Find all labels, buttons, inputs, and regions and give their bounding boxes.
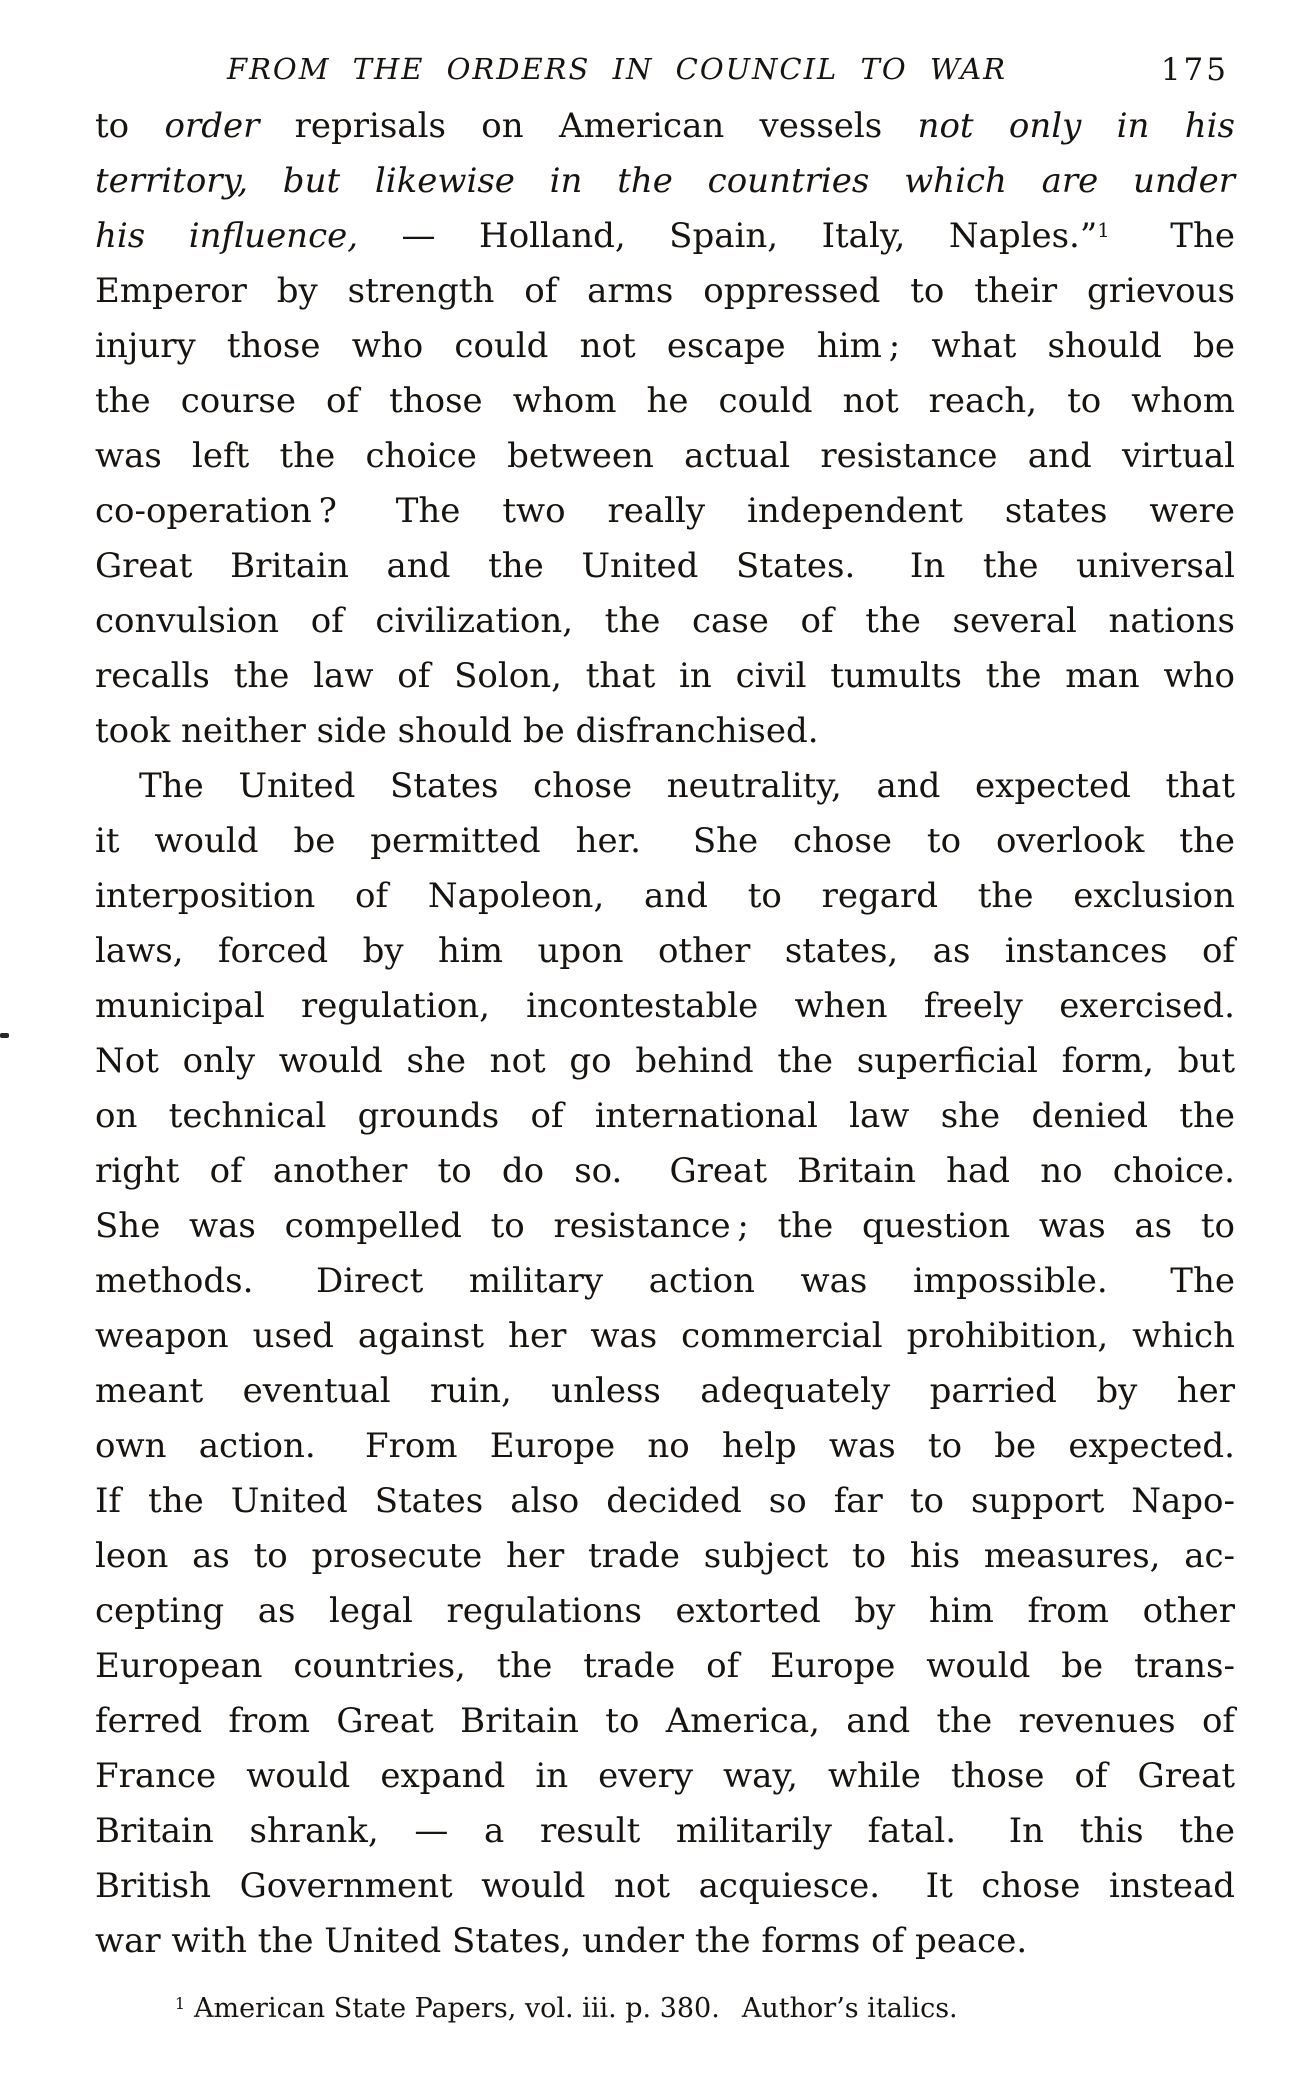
running-head xyxy=(95,52,1235,94)
text-segment: co-operation ? The two really independent states were xyxy=(95,491,1235,531)
text-segment: She was compelled to resistance ; the question was as to xyxy=(95,1206,1235,1246)
text-segment: not only in his xyxy=(917,106,1235,146)
text-segment: his influence, xyxy=(95,216,359,256)
text-line xyxy=(95,1144,1235,1199)
text-segment: it would be permitted her. She chose to overlook the xyxy=(95,821,1235,861)
footnote-text: American State Papers, vol. iii. p. 380. Author’s italics. xyxy=(193,1993,958,2024)
text-line xyxy=(95,1089,1235,1144)
text-segment: The United States chose neutrality, and expected that xyxy=(139,766,1235,806)
text-line xyxy=(95,429,1235,484)
text-line xyxy=(95,1914,1235,1969)
paragraph xyxy=(95,759,1235,1969)
running-head-title: FROM THE ORDERS IN COUNCIL TO WAR xyxy=(226,52,1008,86)
text-segment: laws, forced by him upon other states, as instances of xyxy=(95,931,1235,971)
text-segment: The xyxy=(1109,216,1235,256)
footnote-marker: 1 xyxy=(175,1994,185,2014)
text-segment: the course of those whom he could not reach, to whom xyxy=(95,381,1235,421)
text-segment: took neither side should be disfranchised. xyxy=(95,711,819,751)
text-line xyxy=(95,1859,1235,1914)
text-segment: — Holland, Spain, Italy, Naples.” xyxy=(358,216,1098,256)
text-line xyxy=(95,99,1235,154)
text-segment: Emperor by strength of arms oppressed to their grievous xyxy=(95,271,1235,311)
text-line xyxy=(95,154,1235,209)
text-segment: meant eventual ruin, unless adequately parried by her xyxy=(95,1371,1235,1411)
text-line xyxy=(95,649,1235,704)
text-line xyxy=(95,814,1235,869)
text-line xyxy=(95,1694,1235,1749)
text-segment: If the United States also decided so far to support Napo- xyxy=(95,1481,1235,1521)
text-segment: on technical grounds of international law she denied the xyxy=(95,1096,1235,1136)
text-line xyxy=(95,1639,1235,1694)
text-line xyxy=(95,1199,1235,1254)
text-line xyxy=(95,319,1235,374)
text-line xyxy=(95,1419,1235,1474)
text-line xyxy=(95,1529,1235,1584)
text-line xyxy=(95,979,1235,1034)
text-segment: Great Britain and the United States. In the universal xyxy=(95,546,1235,586)
text-line xyxy=(95,539,1235,594)
text-segment: British Government would not acquiesce. It chose instead xyxy=(95,1866,1235,1906)
text-segment: was left the choice between actual resistance and virtual xyxy=(95,436,1235,476)
text-line xyxy=(95,704,1235,759)
text-line xyxy=(95,1309,1235,1364)
text-line xyxy=(95,594,1235,649)
text-segment: France would expand in every way, while those of Great xyxy=(95,1756,1235,1796)
text-line xyxy=(95,1034,1235,1089)
text-segment: interposition of Napoleon, and to regard the exclusion xyxy=(95,876,1235,916)
text-line xyxy=(95,1749,1235,1804)
text-line xyxy=(95,484,1235,539)
text-segment: Britain shrank, — a result militarily fatal. In this the xyxy=(95,1811,1235,1851)
text-segment: leon as to prosecute her trade subject to his measures, ac- xyxy=(95,1536,1235,1576)
scan-artifact-mark xyxy=(0,1033,9,1038)
text-line xyxy=(95,1584,1235,1639)
text-segment: convulsion of civilization, the case of the several nations xyxy=(95,601,1235,641)
text-segment: cepting as legal regulations extorted by him from other xyxy=(95,1591,1235,1631)
text-segment: injury those who could not escape him ; what should be xyxy=(95,326,1235,366)
text-segment: own action. From Europe no help was to be expected. xyxy=(95,1426,1235,1466)
body-text xyxy=(95,99,1235,1969)
text-segment: to xyxy=(95,106,165,146)
text-segment: ferred from Great Britain to America, and the revenues of xyxy=(95,1701,1235,1741)
text-line xyxy=(95,1254,1235,1309)
footnote-reference: 1 xyxy=(1097,219,1110,243)
text-line xyxy=(95,869,1235,924)
paragraph xyxy=(95,99,1235,759)
text-segment: recalls the law of Solon, that in civil tumults the man who xyxy=(95,656,1235,696)
text-segment: municipal regulation, incontestable when freely exercised. xyxy=(95,986,1235,1026)
text-line xyxy=(95,759,1235,814)
text-segment: reprisals on American vessels xyxy=(259,106,918,146)
text-line xyxy=(95,924,1235,979)
text-segment: war with the United States, under the forms of peace. xyxy=(95,1921,1028,1961)
text-line xyxy=(95,1804,1235,1859)
text-segment: order xyxy=(164,106,260,146)
text-segment: methods. Direct military action was impossible. The xyxy=(95,1261,1235,1301)
text-segment: weapon used against her was commercial prohibition, which xyxy=(95,1316,1235,1356)
text-segment: Not only would she not go behind the superficial form, but xyxy=(95,1041,1235,1081)
page-number: 175 xyxy=(1160,52,1229,88)
text-line xyxy=(95,264,1235,319)
text-line xyxy=(95,1474,1235,1529)
text-segment: European countries, the trade of Europe would be trans- xyxy=(95,1646,1235,1686)
text-line xyxy=(95,374,1235,429)
text-segment: right of another to do so. Great Britain had no choice. xyxy=(95,1151,1235,1191)
text-segment: territory, but likewise in the countries which are under xyxy=(95,161,1235,201)
text-line xyxy=(95,209,1235,264)
text-line xyxy=(95,1364,1235,1419)
footnote xyxy=(175,1992,1235,2026)
